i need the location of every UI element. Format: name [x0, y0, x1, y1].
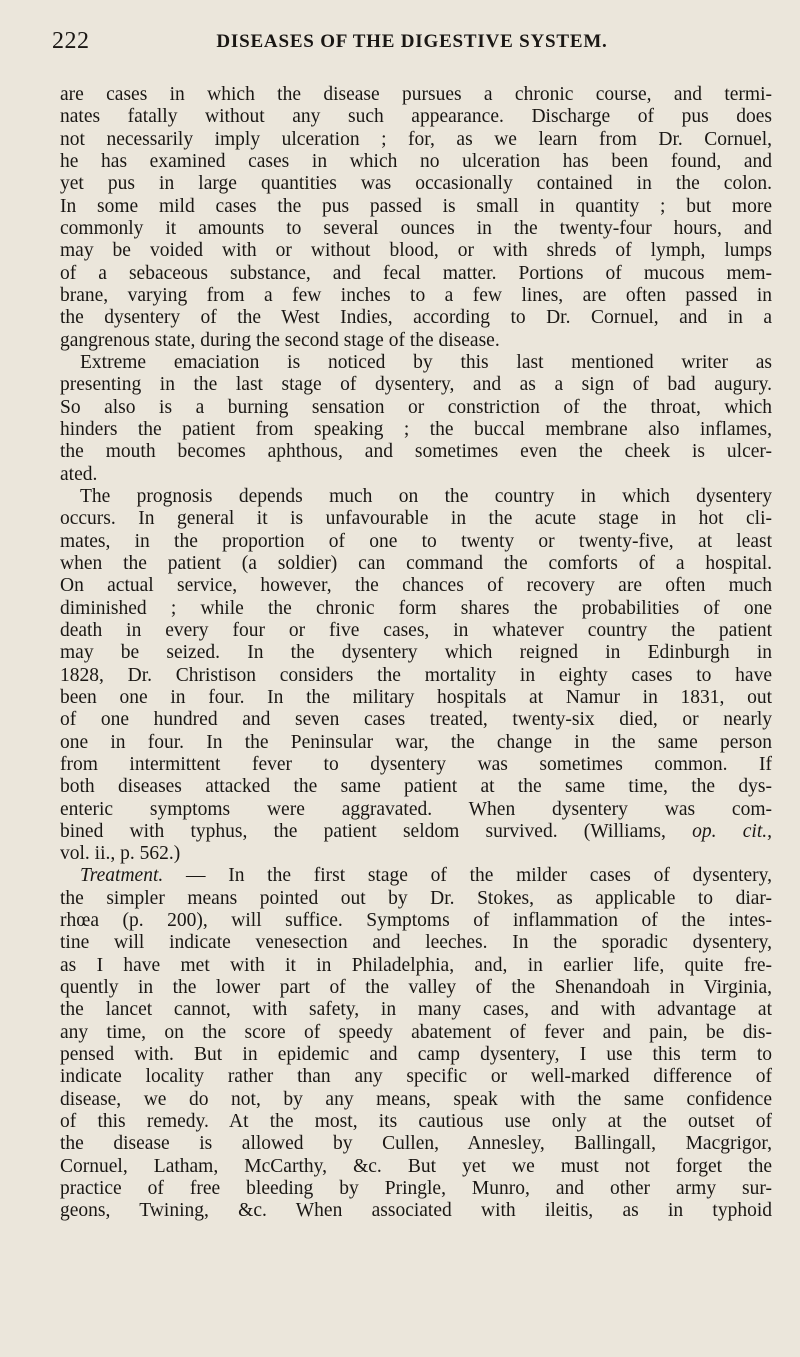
text-line: the mouth becomes aphthous, and sometimes even the cheek is ulcer- [60, 441, 772, 463]
text-line: are cases in which the disease pursues a chronic course, and termi- [60, 84, 772, 105]
text-line: as I have met with it in Philadelphia, and, in earlier life, quite fre- [60, 954, 772, 976]
text-line: diminished ; while the chronic form shares the probabilities of one [60, 597, 772, 619]
running-title: DISEASES OF THE DIGESTIVE SYSTEM. [216, 31, 608, 52]
text-line: of this remedy. At the most, its cautious use only at the outset of [60, 1111, 772, 1133]
text-line: he has examined cases in which no ulceration has been found, and [60, 150, 772, 172]
text-line: from intermittent fever to dysentery was sometimes common. If [60, 753, 772, 775]
text-line: On actual service, however, the chances of recovery are often much [60, 575, 772, 597]
text-line: may be voided with or without blood, or with shreds of lymph, lumps [60, 240, 772, 262]
text-line: rhœa (p. 200), will suffice. Symptoms of inflammation of the intes- [60, 910, 772, 932]
text-line: tine will indicate venesection and leeches. In the sporadic dysentery, [60, 932, 772, 954]
text-line: gangrenous state, during the second stage of the disease. [60, 329, 500, 351]
text-line: vol. ii., p. 562.) [60, 843, 181, 865]
page-number: 222 [52, 28, 90, 54]
text-line: So also is a burning sensation or constriction of the throat, which [60, 396, 772, 418]
text-line: ated. [60, 463, 98, 485]
text-line: 1828, Dr. Christison considers the mortality in eighty cases to have [60, 664, 772, 686]
text-line: The prognosis depends much on the country in which dysentery [80, 485, 772, 507]
text-line: disease, we do not, by any means, speak with the same confidence [60, 1088, 772, 1110]
text-line: the simpler means pointed out by Dr. Stokes, as applicable to diar- [60, 887, 772, 909]
text-line: enteric symptoms were aggravated. When dysentery was com- [60, 798, 772, 820]
text-line: any time, on the score of speedy abatement of fever and pain, be dis- [60, 1021, 772, 1043]
text-segment: — In the first stage of the milder cases of dysentery, [185, 865, 773, 887]
text-line: of a sebaceous substance, and fecal matter. Portions of mucous mem- [60, 262, 772, 284]
text-line: been one in four. In the military hospitals at Namur in 1831, out [60, 686, 772, 708]
text-line: the disease is allowed by Cullen, Annesley, Ballingall, Macgrigor, [60, 1133, 772, 1155]
text-line: practice of free bleeding by Pringle, Munro, and other army sur- [60, 1178, 772, 1200]
text-line: Cornuel, Latham, McCarthy, &c. But yet we must not forget the [60, 1155, 772, 1177]
text-line: quently in the lower part of the valley of the Shenandoah in Virginia, [60, 977, 772, 999]
text-line: death in every four or five cases, in whatever country the patient [60, 619, 772, 641]
text-line: mates, in the proportion of one to twenty or twenty-five, at least [60, 530, 772, 552]
text-line-with-citation [60, 821, 772, 843]
running-head [52, 28, 772, 58]
text-line: presenting in the last stage of dysentery, and as a sign of bad augury. [60, 374, 772, 396]
text-line: yet pus in large quantities was occasionally contained in the colon. [60, 173, 772, 195]
text-line: may be seized. In the dysentery which reigned in Edinburgh in [60, 642, 772, 664]
text-line: when the patient (a soldier) can command the comforts of a hospital. [60, 552, 772, 574]
text-line: nates fatally without any such appearance. Discharge of pus does [60, 106, 772, 128]
treatment-heading-line [60, 865, 772, 887]
text-line: not necessarily imply ulceration ; for, as we learn from Dr. Cornuel, [60, 128, 772, 150]
body-text [60, 84, 772, 1245]
text-line [60, 1223, 772, 1245]
text-line: both diseases attacked the same patient at the same time, the dys- [60, 776, 772, 798]
text-line: the dysentery of the West Indies, according to Dr. Cornuel, and in a [60, 307, 772, 329]
text-line: commonly it amounts to several ounces in the twenty-four hours, and [60, 217, 772, 239]
treatment-heading: Treatment. [80, 865, 164, 887]
text-line: occurs. In general it is unfavourable in the acute stage in hot cli- [60, 508, 772, 530]
text-line: the lancet cannot, with safety, in many cases, and with advantage at [60, 999, 772, 1021]
text-line: geons, Twining, &c. When associated with ileitis, as in typhoid [60, 1200, 772, 1222]
text-line: Extreme emaciation is noticed by this last mentioned writer as [80, 351, 772, 373]
text-line: In some mild cases the pus passed is small in quantity ; but more [60, 195, 772, 217]
text-line: one in four. In the Peninsular war, the change in the same person [60, 731, 772, 753]
text-line: of one hundred and seven cases treated, twenty-six died, or nearly [60, 709, 772, 731]
citation-italic: op. cit., [692, 820, 772, 842]
text-line: hinders the patient from speaking ; the buccal membrane also inflames, [60, 418, 772, 440]
text-line: indicate locality rather than any specific or well-marked difference of [60, 1066, 772, 1088]
text-line: pensed with. But in epidemic and camp dysentery, I use this term to [60, 1044, 772, 1066]
text-line: brane, varying from a few inches to a few lines, are often passed in [60, 284, 772, 306]
text-segment: bined with typhus, the patient seldom survived. (Williams, [60, 820, 666, 842]
